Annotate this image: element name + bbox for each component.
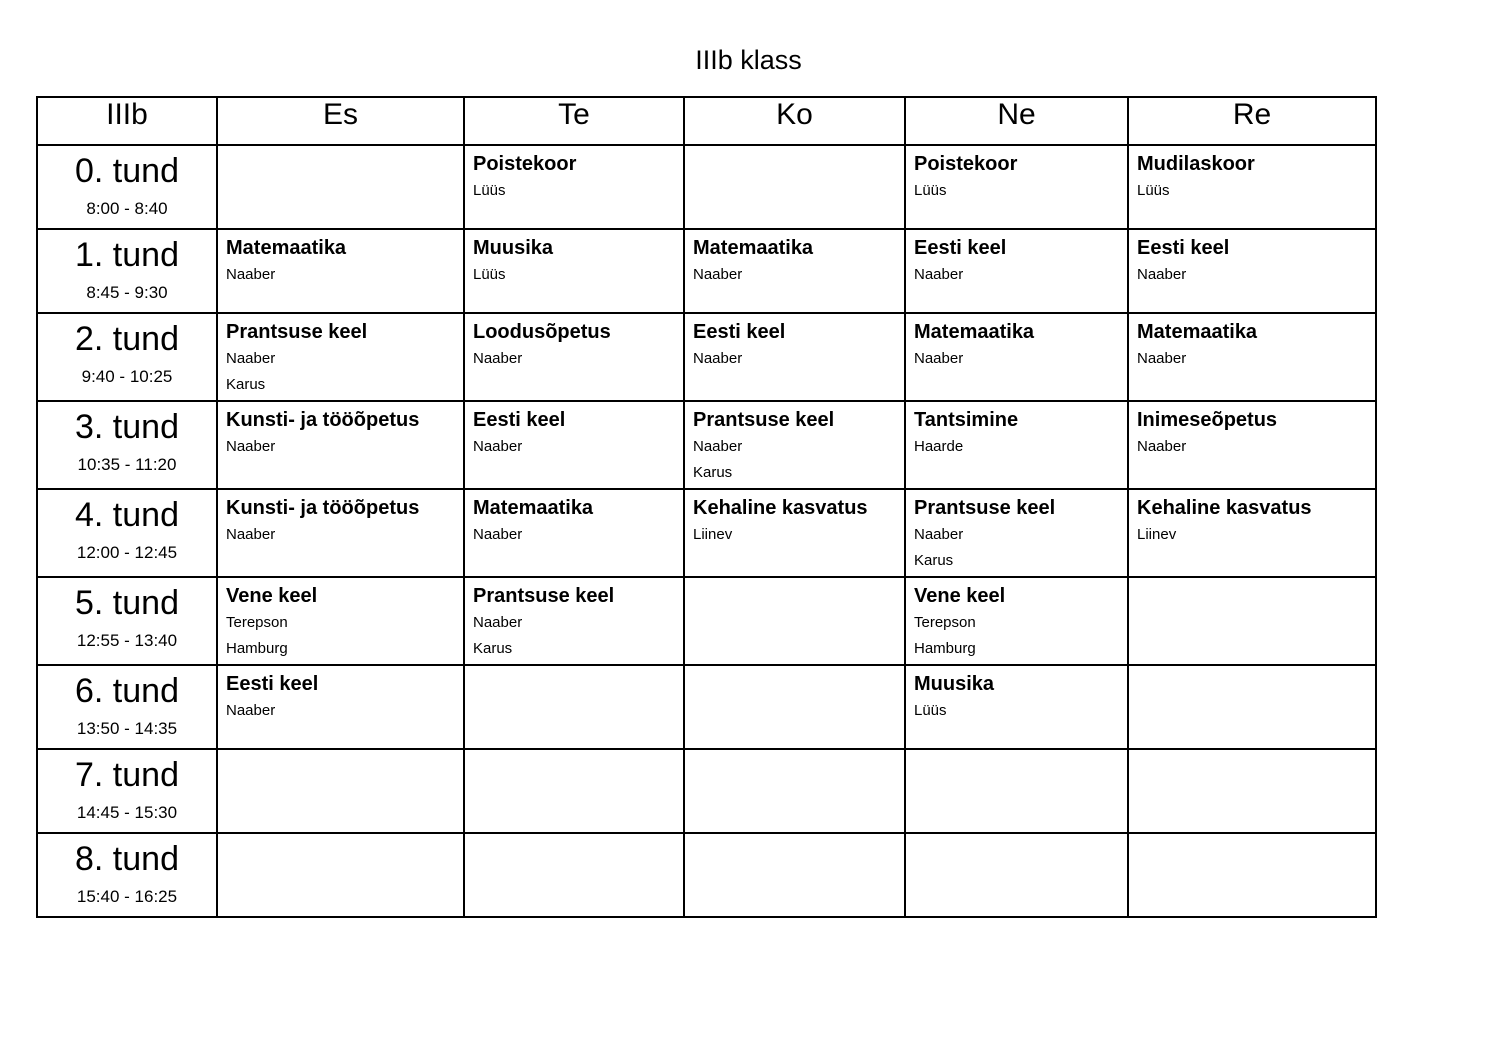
period-time: 8:00 - 8:40 <box>86 199 168 218</box>
period-wrap <box>38 578 216 658</box>
teacher-name: Hamburg <box>226 640 288 657</box>
subject-name: Prantsuse keel <box>473 585 615 607</box>
teacher-name: Naaber <box>1137 266 1187 283</box>
period-time: 15:40 - 16:25 <box>76 887 178 906</box>
timetable-row <box>37 145 1376 229</box>
period-wrap <box>38 314 216 394</box>
class-header: IIIb <box>37 97 217 145</box>
lesson-cell <box>905 229 1128 313</box>
lesson-cell <box>464 489 684 577</box>
lesson-cell <box>684 489 905 577</box>
teacher-name: Liinev <box>693 526 733 543</box>
empty-lesson-cell <box>684 665 905 749</box>
period-wrap <box>38 750 216 830</box>
teacher-name: Lüüs <box>1137 182 1170 199</box>
period-cell <box>37 833 217 917</box>
subject-name: Prantsuse keel <box>914 497 1056 519</box>
subject-name: Mudilaskoor <box>1137 153 1255 175</box>
teacher-name: Naaber <box>473 438 523 455</box>
subject-name: Prantsuse keel <box>226 321 368 343</box>
timetable-row <box>37 313 1376 401</box>
period-cell <box>37 749 217 833</box>
subject-name: Vene keel <box>914 585 1006 607</box>
subject-name: Tantsimine <box>914 409 1019 431</box>
subject-name: Matemaatika <box>473 497 594 519</box>
lesson-cell <box>217 665 464 749</box>
timetable-header <box>37 97 1376 145</box>
empty-lesson-cell <box>905 833 1128 917</box>
period-time: 9:40 - 10:25 <box>81 367 173 386</box>
subject-name: Poistekoor <box>473 153 577 175</box>
period-cell <box>37 401 217 489</box>
subject-name: Matemaatika <box>693 237 814 259</box>
teacher-name: Lüüs <box>473 266 506 283</box>
lesson-cell <box>684 229 905 313</box>
teacher-name: Naaber <box>473 350 523 367</box>
timetable-row <box>37 665 1376 749</box>
empty-lesson-cell <box>464 665 684 749</box>
lesson-cell <box>684 401 905 489</box>
period-label: 5. tund <box>75 584 179 622</box>
timetable-row <box>37 833 1376 917</box>
teacher-name: Karus <box>226 376 266 393</box>
timetable-row <box>37 749 1376 833</box>
teacher-name: Naaber <box>226 438 276 455</box>
teacher-name: Naaber <box>693 438 743 455</box>
timetable-row <box>37 229 1376 313</box>
lesson-cell <box>1128 229 1376 313</box>
teacher-name: Liinev <box>1137 526 1177 543</box>
lesson-cell <box>905 313 1128 401</box>
period-label: 0. tund <box>75 152 179 190</box>
subject-name: Kunsti- ja tööõpetus <box>226 409 420 431</box>
lesson-cell <box>905 145 1128 229</box>
empty-lesson-cell <box>1128 749 1376 833</box>
lesson-cell <box>217 313 464 401</box>
subject-name: Inimeseõpetus <box>1137 409 1278 431</box>
teacher-name: Naaber <box>914 266 964 283</box>
subject-name: Eesti keel <box>693 321 786 343</box>
lesson-cell <box>1128 489 1376 577</box>
period-label: 3. tund <box>75 408 179 446</box>
lesson-cell <box>464 313 684 401</box>
lesson-cell <box>905 577 1128 665</box>
subject-name: Eesti keel <box>473 409 566 431</box>
teacher-name: Lüüs <box>914 182 947 199</box>
subject-name: Matemaatika <box>914 321 1035 343</box>
subject-name: Vene keel <box>226 585 318 607</box>
period-label: 1. tund <box>75 236 179 274</box>
lesson-cell <box>217 577 464 665</box>
empty-lesson-cell <box>1128 665 1376 749</box>
teacher-name: Naaber <box>693 266 743 283</box>
timetable-row <box>37 401 1376 489</box>
teacher-name: Naaber <box>473 614 523 631</box>
lesson-cell <box>217 229 464 313</box>
teacher-name: Karus <box>914 552 954 569</box>
lesson-cell <box>905 665 1128 749</box>
day-header: Es <box>217 97 464 145</box>
period-wrap <box>38 834 216 914</box>
period-wrap <box>38 230 216 310</box>
period-cell <box>37 145 217 229</box>
day-header: Ne <box>905 97 1128 145</box>
lesson-cell <box>464 145 684 229</box>
period-wrap <box>38 402 216 482</box>
subject-name: Loodusõpetus <box>473 321 611 343</box>
empty-lesson-cell <box>217 833 464 917</box>
period-wrap <box>38 490 216 570</box>
teacher-name: Naaber <box>226 526 276 543</box>
period-cell <box>37 229 217 313</box>
subject-name: Eesti keel <box>1137 237 1230 259</box>
subject-name: Matemaatika <box>1137 321 1258 343</box>
timetable-row <box>37 489 1376 577</box>
teacher-name: Hamburg <box>914 640 976 657</box>
timetable-row <box>37 577 1376 665</box>
period-time: 14:45 - 15:30 <box>76 803 178 822</box>
lesson-cell <box>1128 401 1376 489</box>
period-cell <box>37 665 217 749</box>
subject-name: Muusika <box>473 237 554 259</box>
teacher-name: Naaber <box>226 350 276 367</box>
empty-lesson-cell <box>905 749 1128 833</box>
period-time: 12:00 - 12:45 <box>76 543 178 562</box>
period-time: 13:50 - 14:35 <box>76 719 178 738</box>
teacher-name: Terepson <box>914 614 976 631</box>
subject-name: Muusika <box>914 673 995 695</box>
teacher-name: Karus <box>693 464 733 481</box>
timetable-body <box>37 145 1376 917</box>
timetable <box>36 96 1377 918</box>
lesson-cell <box>464 401 684 489</box>
teacher-name: Naaber <box>1137 350 1187 367</box>
subject-name: Eesti keel <box>226 673 319 695</box>
period-time: 8:45 - 9:30 <box>86 283 168 302</box>
teacher-name: Naaber <box>1137 438 1187 455</box>
period-time: 10:35 - 11:20 <box>77 455 177 474</box>
empty-lesson-cell <box>1128 577 1376 665</box>
period-wrap <box>38 146 216 226</box>
period-time: 12:55 - 13:40 <box>76 631 178 650</box>
subject-name: Kunsti- ja tööõpetus <box>226 497 420 519</box>
empty-lesson-cell <box>1128 833 1376 917</box>
subject-name: Poistekoor <box>914 153 1018 175</box>
teacher-name: Naaber <box>226 702 276 719</box>
day-header: Ko <box>684 97 905 145</box>
period-cell <box>37 313 217 401</box>
period-cell <box>37 577 217 665</box>
lesson-cell <box>464 577 684 665</box>
lesson-cell <box>1128 145 1376 229</box>
empty-lesson-cell <box>684 749 905 833</box>
lesson-cell <box>905 401 1128 489</box>
page-title: IIIb klass <box>695 45 802 75</box>
period-cell <box>37 489 217 577</box>
day-header: Te <box>464 97 684 145</box>
header-row <box>37 97 1376 145</box>
subject-name: Matemaatika <box>226 237 347 259</box>
teacher-name: Haarde <box>914 438 964 455</box>
period-label: 8. tund <box>75 840 179 878</box>
teacher-name: Naaber <box>914 526 964 543</box>
lesson-cell <box>217 489 464 577</box>
empty-lesson-cell <box>684 577 905 665</box>
period-wrap <box>38 666 216 746</box>
period-label: 7. tund <box>75 756 179 794</box>
subject-name: Prantsuse keel <box>693 409 835 431</box>
teacher-name: Naaber <box>226 266 276 283</box>
teacher-name: Terepson <box>226 614 288 631</box>
teacher-name: Naaber <box>693 350 743 367</box>
subject-name: Eesti keel <box>914 237 1007 259</box>
teacher-name: Karus <box>473 640 513 657</box>
period-label: 6. tund <box>75 672 179 710</box>
lesson-cell <box>217 401 464 489</box>
teacher-name: Lüüs <box>473 182 506 199</box>
empty-lesson-cell <box>217 145 464 229</box>
empty-lesson-cell <box>684 145 905 229</box>
lesson-cell <box>1128 313 1376 401</box>
empty-lesson-cell <box>464 749 684 833</box>
empty-lesson-cell <box>464 833 684 917</box>
teacher-name: Naaber <box>914 350 964 367</box>
lesson-cell <box>905 489 1128 577</box>
lesson-cell <box>684 313 905 401</box>
teacher-name: Lüüs <box>914 702 947 719</box>
empty-lesson-cell <box>217 749 464 833</box>
teacher-name: Naaber <box>473 526 523 543</box>
empty-lesson-cell <box>684 833 905 917</box>
period-label: 4. tund <box>75 496 179 534</box>
subject-name: Kehaline kasvatus <box>1137 497 1312 519</box>
subject-name: Kehaline kasvatus <box>693 497 868 519</box>
lesson-cell <box>464 229 684 313</box>
period-label: 2. tund <box>75 320 179 358</box>
day-header: Re <box>1128 97 1376 145</box>
